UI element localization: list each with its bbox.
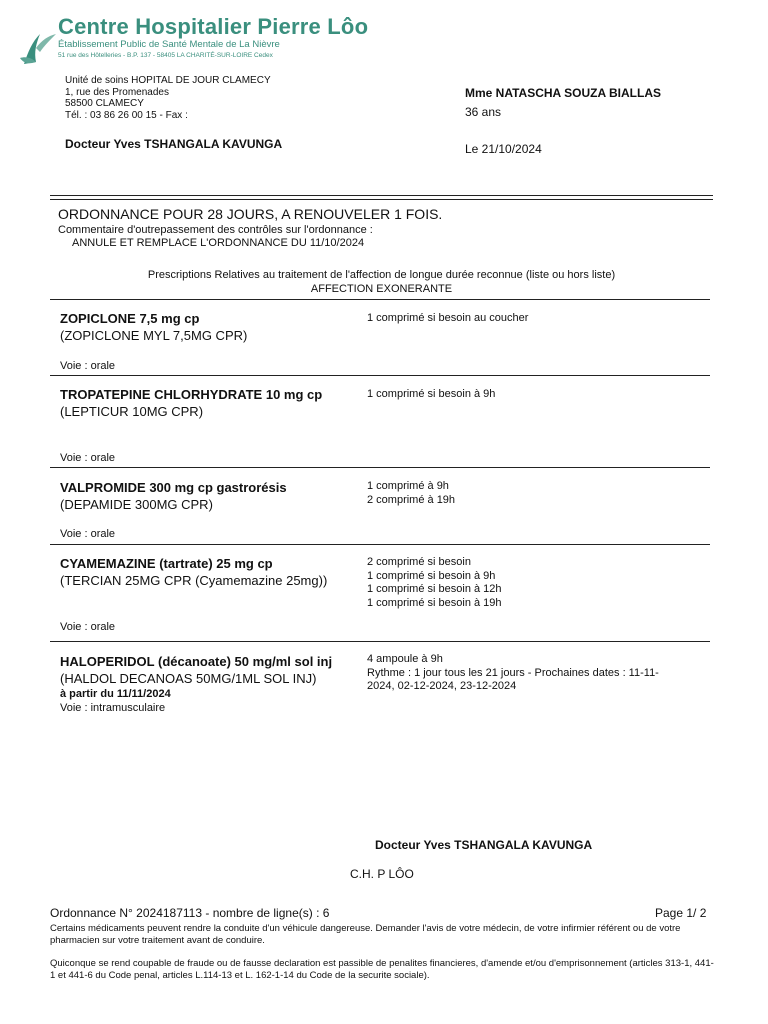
drug-brand: (DEPAMIDE 300MG CPR) (60, 497, 213, 512)
row-divider (50, 375, 710, 376)
prescriptions-title: Prescriptions Relatives au traitement de l'affection de longue durée reconnue (liste ou hors liste) (147, 269, 616, 281)
drug-brand: (LEPTICUR 10MG CPR) (60, 404, 204, 419)
drug-brand: (ZOPICLONE MYL 7,5MG CPR) (60, 328, 248, 343)
unit-name: Unité de soins HOPITAL DE JOUR CLAMECY (65, 75, 271, 86)
dose-line: 1 comprimé si besoin à 9h (367, 388, 496, 400)
dosage (367, 312, 687, 326)
prescription-item (60, 310, 360, 344)
drug-name: TROPATEPINE CHLORHYDRATE 10 mg cp (60, 387, 323, 402)
row-divider (50, 544, 710, 545)
dose-line: Rythme : 1 jour tous les 21 jours - Prochaines dates : 11-11-2024, 02-12-2024, 23-12-2024 (367, 666, 659, 692)
logo-title: Centre Hospitalier Pierre Lôo (58, 14, 369, 39)
row-divider (50, 467, 710, 468)
header-divider (50, 195, 713, 200)
dose-line: 2 comprimé si besoin (367, 556, 471, 568)
dosage (367, 388, 687, 402)
hospital-logo (18, 14, 369, 74)
drug-route: Voie : intramusculaire (60, 702, 166, 714)
drug-brand: (TERCIAN 25MG CPR (Cyamemazine 25mg)) (60, 573, 328, 588)
unit-phone: Tél. : 03 86 26 00 15 - Fax : (65, 109, 188, 121)
drug-route: Voie : orale (60, 452, 116, 464)
drug-route: Voie : orale (60, 360, 116, 372)
dose-line: 1 comprimé si besoin à 12h (367, 583, 502, 595)
unit-city: 58500 CLAMECY (65, 98, 144, 109)
section-divider (50, 299, 710, 300)
dose-line: 1 comprimé à 9h (367, 480, 449, 492)
prescription-item (60, 555, 350, 589)
drug-route: Voie : orale (60, 528, 116, 540)
patient-name: Mme NATASCHA SOUZA BIALLAS (465, 86, 661, 100)
signature-hospital: C.H. P LÔO (350, 867, 414, 881)
unit-street: 1, rue des Promenades (65, 86, 169, 98)
comment-value: ANNULE ET REMPLACE L'ORDONNANCE DU 11/10/2024 (72, 236, 365, 249)
drug-brand: (HALDOL DECANOAS 50MG/1ML SOL INJ) (60, 671, 317, 686)
dosage (367, 480, 687, 507)
bird-logo-icon (18, 18, 58, 70)
drug-start-date: à partir du 11/11/2024 (60, 688, 171, 700)
dose-line: 4 ampoule à 9h (367, 653, 443, 665)
row-divider (50, 641, 710, 642)
driving-warning: Certains médicaments peuvent rendre la conduite d'un véhicule dangereuse. Demander l'avis de votre médecin, de votre infirmier référent ou de votre pharmacien sur votre traitement avant de conduire. (50, 923, 681, 946)
prescriptions-heading (50, 268, 713, 296)
unit-address-block (65, 75, 271, 121)
prescription-item (60, 479, 360, 513)
prescriptions-subtitle: AFFECTION EXONERANTE (310, 283, 453, 295)
drug-name: HALOPERIDOL (décanoate) 50 mg/ml sol inj (60, 654, 333, 669)
override-comment (58, 224, 373, 249)
dose-line: 1 comprimé si besoin à 9h (367, 569, 496, 582)
dose-line: 1 comprimé si besoin à 19h (367, 596, 502, 609)
ordonnance-number: Ordonnance N° 2024187113 - nombre de ligne(s) : 6 (50, 906, 330, 920)
logo-subtitle: Établissement Public de Santé Mentale de La Nièvre (58, 39, 280, 50)
prescription-item (60, 386, 365, 420)
page-number: Page 1/ 2 (655, 906, 707, 920)
dose-line: 2 comprimé à 19h (367, 493, 456, 506)
drug-name: CYAMEMAZINE (tartrate) 25 mg cp (60, 556, 273, 571)
dose-line: 1 comprimé si besoin au coucher (367, 312, 529, 324)
dosage (367, 556, 687, 610)
prescriber-name: Docteur Yves TSHANGALA KAVUNGA (65, 137, 283, 151)
drug-route: Voie : orale (60, 621, 116, 633)
drug-name: ZOPICLONE 7,5 mg cp (60, 311, 200, 326)
dosage (367, 653, 682, 694)
signature-doctor: Docteur Yves TSHANGALA KAVUNGA (375, 838, 593, 852)
prescription-date: Le 21/10/2024 (465, 142, 542, 156)
ordonnance-title: ORDONNANCE POUR 28 JOURS, A RENOUVELER 1 FOIS. (58, 206, 443, 222)
patient-age: 36 ans (465, 105, 502, 119)
logo-address: 51 rue des Hôtelleries - B.P. 137 - 58405 LA CHARITÉ-SUR-LOIRE Cedex (58, 52, 273, 59)
legal-notice: Quiconque se rend coupable de fraude ou de fausse declaration est passible de penalites financieres, d'amende et/ou d'emprisonnement (articles 313-1, 441-1 et 441-6 du Code penal, articles L.114-13 et L. 162-1-14 du Code de la securite sociale). (50, 958, 714, 981)
drug-name: VALPROMIDE 300 mg cp gastrorésis (60, 480, 287, 495)
prescription-item (60, 653, 345, 715)
comment-label: Commentaire d'outrepassement des contrôles sur l'ordonnance : (58, 224, 373, 236)
